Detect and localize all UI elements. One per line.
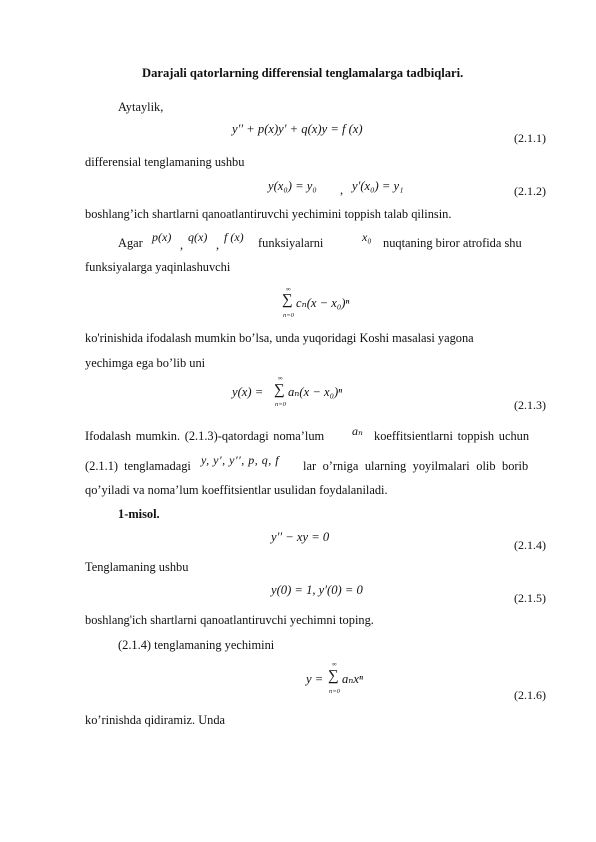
paragraph-text-8-b: lar o’rniga ularning yoyilmalari olib borib [303, 459, 529, 473]
sum-upper-limit: ∞ [332, 661, 337, 668]
equation-2-1-2-b: y′(x₀) = y₁ [352, 179, 404, 193]
paragraph-text-4: funksiyalarga yaqinlashuvchi [85, 260, 231, 274]
paragraph-text-3-func: funksiyalarni [258, 236, 324, 250]
equation-2-1-6-rhs: aₙxⁿ [342, 672, 363, 686]
sum-lower-limit: n=0 [329, 688, 340, 695]
equation-2-1-3-rhs: aₙ(x − x₀)ⁿ [288, 385, 343, 399]
equation-comma: , [340, 183, 344, 197]
paragraph-text-13: ko’rinishda qidiramiz. Unda [85, 713, 226, 727]
equation-2-1-4: y′′ − xy = 0 [271, 530, 330, 544]
section-title: Darajali qatorlarning differensial tenglamalarga tadbiqlari. [142, 66, 464, 80]
comma-2: , [216, 238, 220, 252]
equation-2-1-6-lhs: y = [306, 672, 324, 686]
equation-number-2-1-1: (2.1.1) [514, 131, 546, 145]
paragraph-text-6: yechimga ega bo’lib uni [85, 356, 206, 370]
equation-number-2-1-3: (2.1.3) [514, 398, 546, 412]
function-f: f (x) [224, 230, 244, 244]
paragraph-text-11: boshlang'ich shartlarni qanoatlantiruvchi yechimni toping. [85, 613, 374, 627]
substitution-variables: y, y′, y′′, p, q, f [201, 453, 280, 467]
paragraph-intro: Aytaylik, [118, 100, 164, 114]
sum-lower-limit: n=0 [275, 401, 286, 408]
point-x0: x₀ [362, 230, 372, 244]
equation-number-2-1-2: (2.1.2) [514, 184, 546, 198]
equation-number-2-1-6: (2.1.6) [514, 688, 546, 702]
paragraph-text-10: Tenglamaning ushbu [85, 560, 189, 574]
paragraph-text-7-a: Ifodalash mumkin. (2.1.3)-qatordagi noma’lum [85, 429, 325, 443]
equation-number-2-1-5: (2.1.5) [514, 591, 546, 605]
equation-2-1-5: y(0) = 1, y′(0) = 0 [271, 583, 363, 597]
sum-upper-limit: ∞ [278, 375, 283, 382]
equation-2-1-3-lhs: y(x) = [232, 385, 264, 399]
equation-2-1-2-a: y(x₀) = y₀ [268, 179, 317, 193]
equation-number-2-1-4: (2.1.4) [514, 538, 546, 552]
paragraph-text-3-agar: Agar [118, 236, 143, 250]
paragraph-text-8-a: (2.1.1) tenglamadagi [85, 459, 191, 473]
sum-lower-limit: n=0 [283, 312, 294, 319]
function-p: p(x) [152, 230, 172, 244]
sum-symbol: ∑ [282, 292, 293, 308]
function-q: q(x) [188, 230, 208, 244]
sum-symbol: ∑ [274, 382, 285, 398]
paragraph-text-7-b: koeffitsientlarni toppish uchun [374, 429, 530, 443]
coefficient-an: aₙ [352, 424, 363, 438]
paragraph-text-2: boshlang’ich shartlarni qanoatlantiruvchi yechimini toppish talab qilinsin. [85, 207, 452, 221]
example-label: 1-misol. [118, 507, 160, 521]
equation-2-1-1: y′′ + p(x)y′ + q(x)y = f (x) [232, 122, 363, 136]
series-expression: cₙ(x − x₀)ⁿ [296, 296, 350, 310]
paragraph-text-3-rest: nuqtaning biror atrofida shu [383, 236, 522, 250]
paragraph-text-9: qo’yiladi va noma’lum koeffitsientlar usulidan foydalaniladi. [85, 483, 388, 497]
comma-1: , [180, 238, 184, 252]
sum-symbol: ∑ [328, 668, 339, 684]
paragraph-text-12: (2.1.4) tenglamaning yechimini [118, 638, 275, 652]
paragraph-text-5: ko'rinishida ifodalash mumkin bo’lsa, unda yuqoridagi Koshi masalasi yagona [85, 331, 474, 345]
paragraph-text-1: differensial tenglamaning ushbu [85, 155, 245, 169]
sum-upper-limit: ∞ [286, 286, 291, 293]
